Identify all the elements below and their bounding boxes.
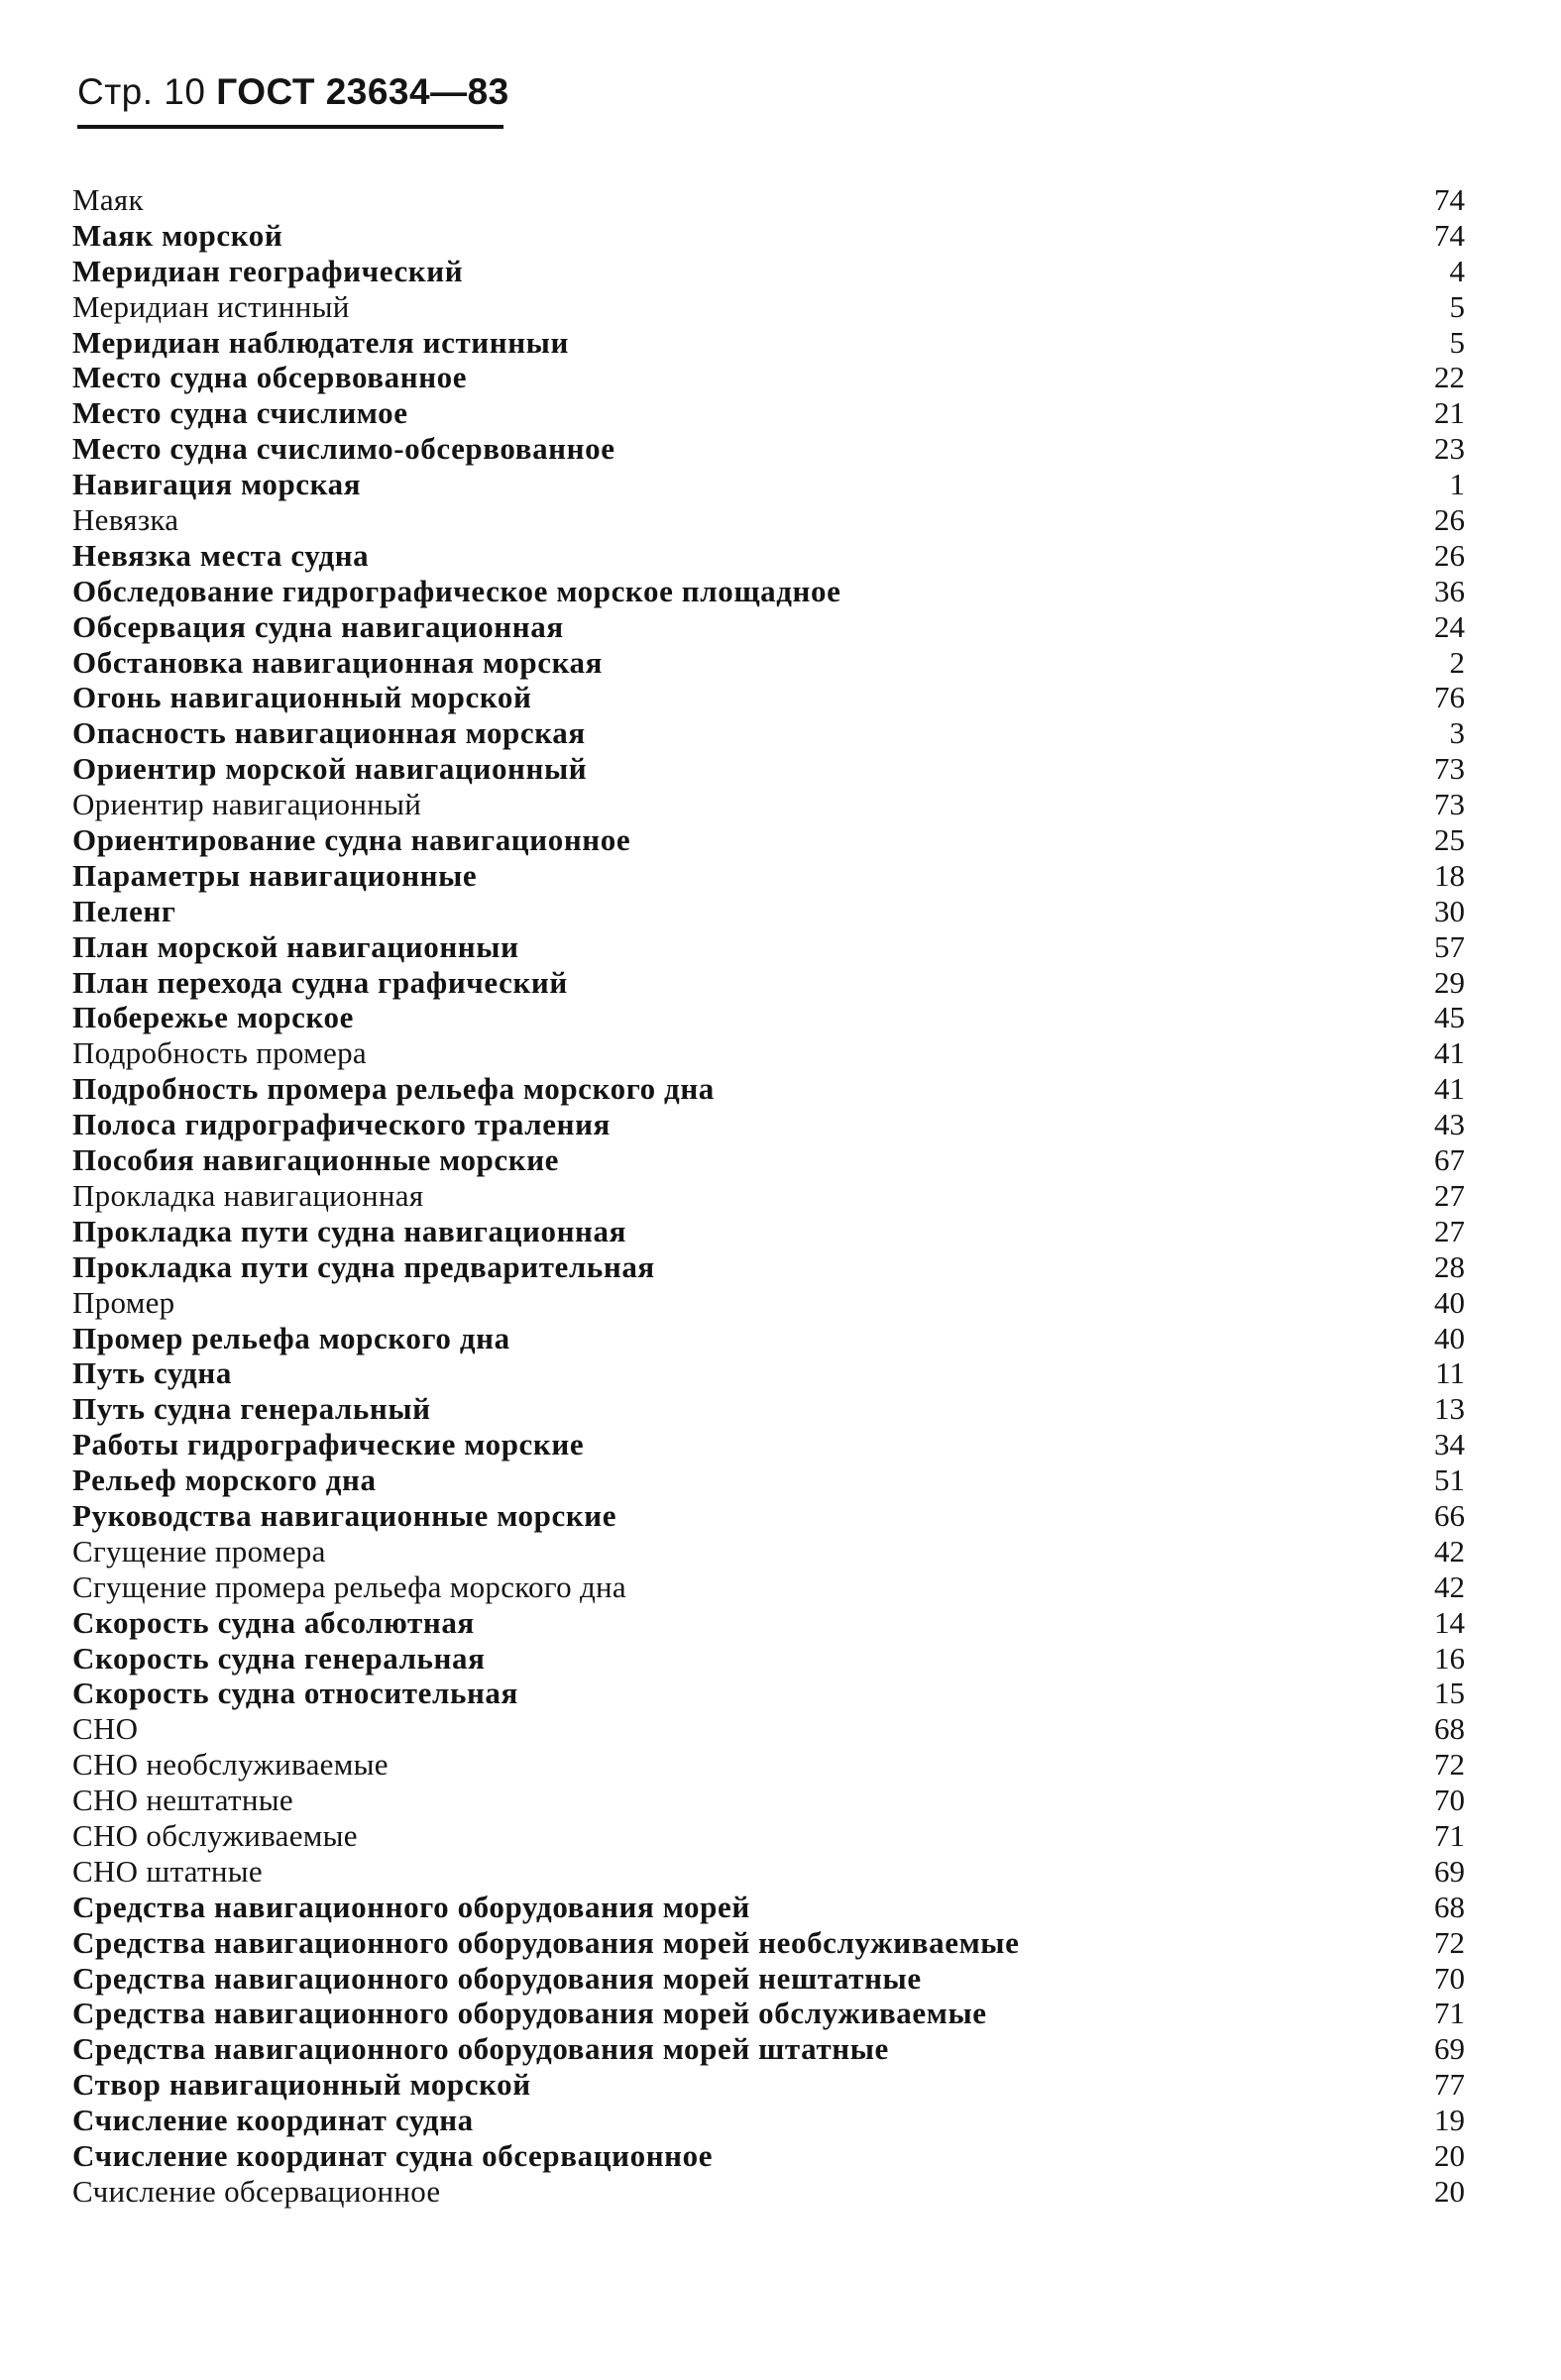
index-term: Средства навигационного оборудования морей обслуживаемые [72,1996,987,2031]
index-term: Прокладка пути судна навигационная [72,1213,626,1248]
index-term: Сгущение промера рельефа морского дна [72,1569,626,1604]
page-number: 72 [1434,1924,1465,1960]
index-term: Место судна обсервованное [72,360,468,395]
index-entry [72,1391,1465,1427]
page-number: 70 [1434,1960,1465,1996]
index-entry [72,751,1465,787]
page-number: 28 [1434,1248,1465,1284]
page-header [77,69,509,115]
index-entry [72,1747,1465,1783]
index-term: Ориентирование судна навигационное [72,822,631,858]
index-term: Пособия навигационные морские [72,1142,560,1178]
index-entry [72,1925,1465,1961]
index-term: Счисление обсервационное [72,2173,441,2209]
page-number: 20 [1434,2173,1465,2209]
index-term: Ориентир навигационный [72,787,422,822]
page-number: 27 [1434,1177,1465,1213]
index-entry [72,787,1465,822]
page-number: 68 [1434,1711,1465,1747]
index-entry [72,360,1465,395]
index-entry [72,1249,1465,1285]
page-number: 5 [1449,324,1465,360]
standard-number: ГОСТ 23634—83 [216,71,509,112]
index-term: Подробность промера рельефа морского дна [72,1071,715,1107]
index-entry [72,929,1465,965]
index-term: Средства навигационного оборудования морей штатные [72,2031,889,2067]
index-term: СНО нештатные [72,1783,293,1818]
index-entry [72,1462,1465,1498]
index-entry [72,2174,1465,2210]
page-number: 18 [1434,857,1465,893]
index-entry [72,858,1465,894]
page-number: 5 [1449,288,1465,324]
page-number: 41 [1434,1071,1465,1107]
index-entry [72,1676,1465,1711]
page-number: 21 [1434,395,1465,431]
page-number: 36 [1434,573,1465,608]
index-entry [72,2103,1465,2138]
index-term: Место судна счислимое [72,395,408,431]
page-number: 27 [1434,1213,1465,1248]
index-entry [72,182,1465,218]
index-term: Скорость судна относительная [72,1676,518,1711]
index-term: Створ навигационный морской [72,2067,531,2103]
index-entry [72,680,1465,715]
index-term: Прокладка пути судна предварительная [72,1248,655,1284]
index-term: Средства навигационного оборудования морей нештатные [72,1960,922,1996]
index-term: Место судна счислимо-обсервованное [72,431,615,467]
index-entry [72,1534,1465,1569]
index-term: Обстановка навигационная морская [72,644,604,680]
page-number: 43 [1434,1107,1465,1142]
page-number: 13 [1434,1391,1465,1427]
page-number: 70 [1434,1783,1465,1818]
index-term: Огонь навигационный морской [72,680,532,715]
index-entry [72,2031,1465,2067]
page-number: 24 [1434,608,1465,644]
index-term: Рельеф морского дна [72,1462,377,1498]
index-entry [72,431,1465,467]
index-term: Полоса гидрографического траления [72,1107,611,1142]
index-entry [72,502,1465,538]
index-entry [72,1996,1465,2031]
index-term: Меридиан истинный [72,288,350,324]
index-term: Невязка [72,502,179,538]
page-number: 42 [1434,1569,1465,1604]
term-index-list [72,182,1465,2210]
page-number: 20 [1434,2137,1465,2173]
index-term: Обследование гидрографическое морское площадное [72,573,841,608]
page-number: 23 [1434,431,1465,467]
index-entry [72,467,1465,502]
index-term: Побережье морское [72,1000,354,1035]
page-number: 11 [1435,1355,1465,1391]
index-term: Промер рельефа морского дна [72,1320,510,1355]
page-number: 71 [1434,1817,1465,1853]
page-number: 69 [1434,2031,1465,2067]
index-term: Счисление координат судна [72,2103,474,2138]
page-number: 22 [1434,360,1465,395]
page-number: 4 [1449,253,1465,288]
index-entry [72,1035,1465,1071]
index-entry [72,2067,1465,2103]
index-term: Промер [72,1284,175,1320]
index-term: Меридиан географический [72,253,464,288]
index-term: Путь судна [72,1355,232,1391]
index-term: СНО [72,1711,139,1747]
page-number: 3 [1449,715,1465,751]
index-term: Скорость судна абсолютная [72,1604,475,1640]
index-term: Подробность промера [72,1035,367,1071]
page-number: 25 [1434,822,1465,858]
index-entry [72,538,1465,574]
page-number: 77 [1434,2067,1465,2103]
page-number: 26 [1434,502,1465,538]
index-term: Ориентир морской навигационный [72,751,588,787]
index-entry [72,1498,1465,1534]
page-number: 51 [1434,1462,1465,1498]
index-term: Маяк морской [72,217,283,253]
page-number: 14 [1434,1604,1465,1640]
index-term: Путь судна генеральный [72,1391,431,1427]
index-term: СНО обслуживаемые [72,1817,358,1853]
index-entry [72,1285,1465,1321]
index-entry [72,1107,1465,1142]
index-term: Счисление координат судна обсервационное [72,2137,714,2173]
page-number: 15 [1434,1676,1465,1711]
index-entry [72,2138,1465,2174]
page-number: 76 [1434,680,1465,715]
page-number: 68 [1434,1889,1465,1924]
index-entry [72,1071,1465,1107]
page-number: 2 [1449,644,1465,680]
index-entry [72,218,1465,254]
page-number: 16 [1434,1640,1465,1676]
page-number: 73 [1434,787,1465,822]
index-entry [72,289,1465,325]
index-term: Руководства навигационные морские [72,1497,617,1533]
page-number: 42 [1434,1533,1465,1569]
page-number: 19 [1434,2103,1465,2138]
index-entry [72,1427,1465,1462]
index-term: Параметры навигационные [72,857,478,893]
index-entry [72,715,1465,751]
index-entry [72,894,1465,929]
page-number: 45 [1434,1000,1465,1035]
index-term: Прокладка навигационная [72,1177,424,1213]
index-entry [72,1711,1465,1747]
index-entry [72,609,1465,645]
page-number: 69 [1434,1853,1465,1889]
index-entry [72,1321,1465,1356]
index-term: Маяк [72,182,144,217]
page-number: 41 [1434,1035,1465,1071]
index-term: Опасность навигационная морская [72,715,586,751]
page-number: 26 [1434,537,1465,573]
index-entry [72,965,1465,1001]
index-entry [72,645,1465,681]
page-number: 34 [1434,1427,1465,1462]
page-number: 29 [1434,964,1465,1000]
index-term: План перехода судна графический [72,964,568,1000]
index-entry [72,1569,1465,1605]
page-number: 74 [1434,217,1465,253]
index-entry [72,1178,1465,1214]
index-term: Пеленг [72,893,176,928]
page-number: 57 [1434,928,1465,964]
index-entry [72,1854,1465,1890]
index-term: СНО необслуживаемые [72,1747,389,1783]
index-entry [72,254,1465,289]
page-number: 67 [1434,1142,1465,1178]
page-number: 71 [1434,1996,1465,2031]
index-entry [72,1214,1465,1249]
index-entry [72,1142,1465,1178]
index-term: СНО штатные [72,1853,263,1889]
page-number: 40 [1434,1284,1465,1320]
index-entry [72,1961,1465,1997]
index-term: Сгущение промера [72,1533,326,1569]
index-entry [72,1818,1465,1854]
index-entry [72,1000,1465,1035]
index-term: Меридиан наблюдателя истинныи [72,324,569,360]
index-term: План морской навигационныи [72,928,519,964]
index-term: Средства навигационного оборудования морей [72,1889,750,1924]
page-label: Стр. 10 [77,71,206,112]
page-number: 74 [1434,182,1465,217]
index-entry [72,1355,1465,1391]
index-entry [72,574,1465,609]
page-number: 30 [1434,893,1465,928]
index-entry [72,325,1465,361]
index-term: Скорость судна генеральная [72,1640,486,1676]
index-term: Обсервация судна навигационная [72,608,564,644]
index-entry [72,1641,1465,1677]
index-entry [72,822,1465,858]
index-term: Невязка места судна [72,537,370,573]
index-entry [72,1605,1465,1641]
index-term: Навигация морская [72,467,362,502]
page-number: 66 [1434,1497,1465,1533]
index-entry [72,1890,1465,1925]
page-number: 40 [1434,1320,1465,1355]
index-term: Средства навигационного оборудования морей необслуживаемые [72,1924,1020,1960]
index-entry [72,1783,1465,1818]
page-number: 73 [1434,751,1465,787]
index-term: Работы гидрографические морские [72,1427,585,1462]
index-entry [72,395,1465,431]
header-divider [77,125,503,129]
page-number: 72 [1434,1747,1465,1783]
page-number: 1 [1449,467,1465,502]
